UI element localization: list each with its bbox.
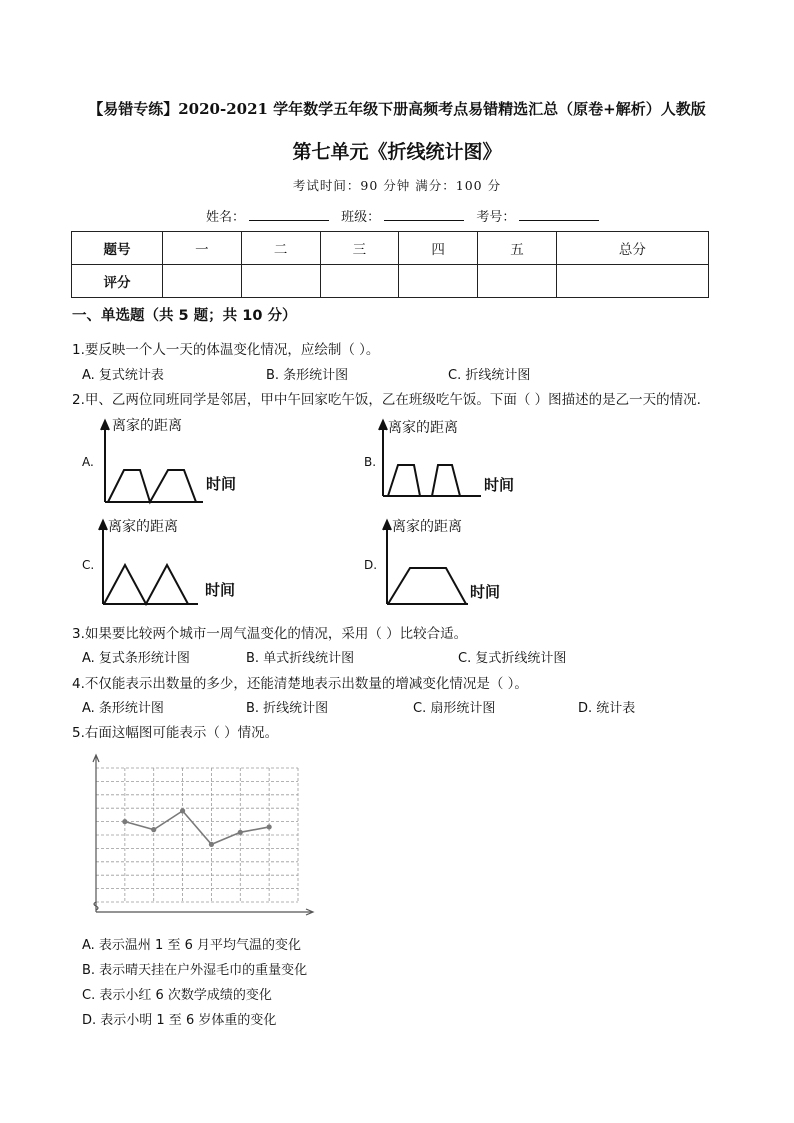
distance-line — [388, 568, 466, 604]
score-table-score-row — [72, 265, 709, 298]
score-table — [71, 231, 709, 298]
score-cell: 评分 — [72, 265, 163, 298]
question-3: 3.如果要比较两个城市一周气温变化的情况，采用（ ）比较合适。 — [72, 626, 468, 642]
worksheet-header: 【易错专练】2020-2021 学年数学五年级下册高频考点易错精选汇总（原卷+解析）人教版 — [88, 100, 706, 118]
score-input-cell[interactable] — [556, 265, 708, 298]
y-axis — [383, 521, 391, 604]
question-1: 1.要反映一个人一天的体温变化情况，应绘制（ ）。 — [72, 342, 380, 358]
q4-option-d[interactable]: D. 统计表 — [578, 701, 636, 716]
q2-letter-c[interactable]: C. — [82, 558, 95, 572]
q1-option-a[interactable]: A. 复式统计表 — [82, 368, 164, 383]
q3-option-b[interactable]: B. 单式折线统计图 — [246, 651, 355, 666]
class-label: 班级： — [341, 210, 381, 225]
q3-option-a[interactable]: A. 复式条形统计图 — [82, 651, 190, 666]
student-info — [206, 206, 607, 225]
score-cell: 题号 — [72, 232, 163, 265]
q2-a-xlabel: 时间 — [206, 475, 237, 493]
score-cell: 三 — [320, 232, 399, 265]
q2-d-xlabel: 时间 — [470, 583, 501, 601]
exam-meta: 考试时间：90 分钟 满分：100 分 — [292, 178, 502, 193]
score-cell: 总分 — [556, 232, 708, 265]
q2-b-ylabel: 离家的距离 — [388, 420, 458, 436]
distance-line — [108, 470, 196, 502]
question-5: 5.右面这幅图可能表示（ ）情况。 — [72, 725, 279, 741]
data-point — [122, 819, 127, 824]
q4-option-c[interactable]: C. 扇形统计图 — [413, 701, 496, 716]
class-blank[interactable] — [384, 208, 464, 221]
data-point — [238, 830, 243, 835]
section-heading: 一、单选题（共 5 题；共 10 分） — [72, 308, 297, 324]
data-point — [209, 842, 214, 847]
q1-option-c[interactable]: C. 折线统计图 — [448, 368, 531, 383]
score-input-cell[interactable] — [241, 265, 320, 298]
q2-a-ylabel: 离家的距离 — [112, 418, 182, 434]
y-axis — [99, 521, 107, 604]
q5-option-a[interactable]: A. 表示温州 1 至 6 月平均气温的变化 — [82, 938, 302, 953]
q4-option-a[interactable]: A. 条形统计图 — [82, 701, 164, 716]
q2-c-xlabel: 时间 — [205, 581, 236, 599]
distance-line — [104, 565, 188, 604]
y-axis — [379, 421, 387, 496]
q5-option-b[interactable]: B. 表示晴天挂在户外湿毛巾的重量变化 — [82, 963, 308, 978]
q5-option-d[interactable]: D. 表示小明 1 至 6 岁体重的变化 — [82, 1013, 277, 1028]
q2-c-ylabel: 离家的距离 — [108, 519, 178, 535]
q2-graph-c — [96, 518, 226, 610]
q1-option-b[interactable]: B. 条形统计图 — [266, 368, 349, 383]
q2-graph-b — [376, 418, 506, 508]
question-4: 4.不仅能表示出数量的多少，还能清楚地表示出数量的增减变化情况是（ ）。 — [72, 676, 528, 692]
number-blank[interactable] — [519, 208, 599, 221]
chart-grid — [96, 768, 298, 902]
name-blank[interactable] — [249, 208, 329, 221]
q2-letter-d[interactable]: D. — [364, 558, 378, 572]
score-cell: 一 — [163, 232, 242, 265]
q5-line-chart — [84, 752, 320, 922]
score-cell: 四 — [399, 232, 478, 265]
score-cell: 二 — [241, 232, 320, 265]
q5-option-c[interactable]: C. 表示小红 6 次数学成绩的变化 — [82, 988, 272, 1003]
y-axis — [101, 421, 109, 502]
q2-d-ylabel: 离家的距离 — [392, 519, 462, 535]
score-input-cell[interactable] — [320, 265, 399, 298]
distance-line — [388, 465, 460, 496]
q2-graph-a — [98, 418, 228, 508]
name-label: 姓名： — [206, 210, 246, 225]
page-title: 第七单元《折线统计图》 — [292, 141, 502, 163]
q2-letter-a[interactable]: A. — [82, 455, 94, 469]
score-input-cell[interactable] — [478, 265, 557, 298]
score-table-header-row — [72, 232, 709, 265]
number-label: 考号： — [476, 210, 516, 225]
score-cell: 五 — [478, 232, 557, 265]
q4-option-b[interactable]: B. 折线统计图 — [246, 701, 329, 716]
q2-b-xlabel: 时间 — [484, 476, 515, 494]
q3-option-c[interactable]: C. 复式折线统计图 — [458, 651, 567, 666]
data-point — [151, 827, 156, 832]
q2-graph-d — [380, 518, 510, 610]
data-point — [267, 824, 272, 829]
q2-letter-b[interactable]: B. — [364, 455, 377, 469]
series-line — [125, 811, 269, 845]
score-input-cell[interactable] — [399, 265, 478, 298]
question-2: 2.甲、乙两位同班同学是邻居，甲中午回家吃午饭，乙在班级吃午饭。下面（ ）图描述的是乙一天的情况. — [72, 392, 701, 408]
score-input-cell[interactable] — [163, 265, 242, 298]
data-point — [180, 808, 185, 813]
